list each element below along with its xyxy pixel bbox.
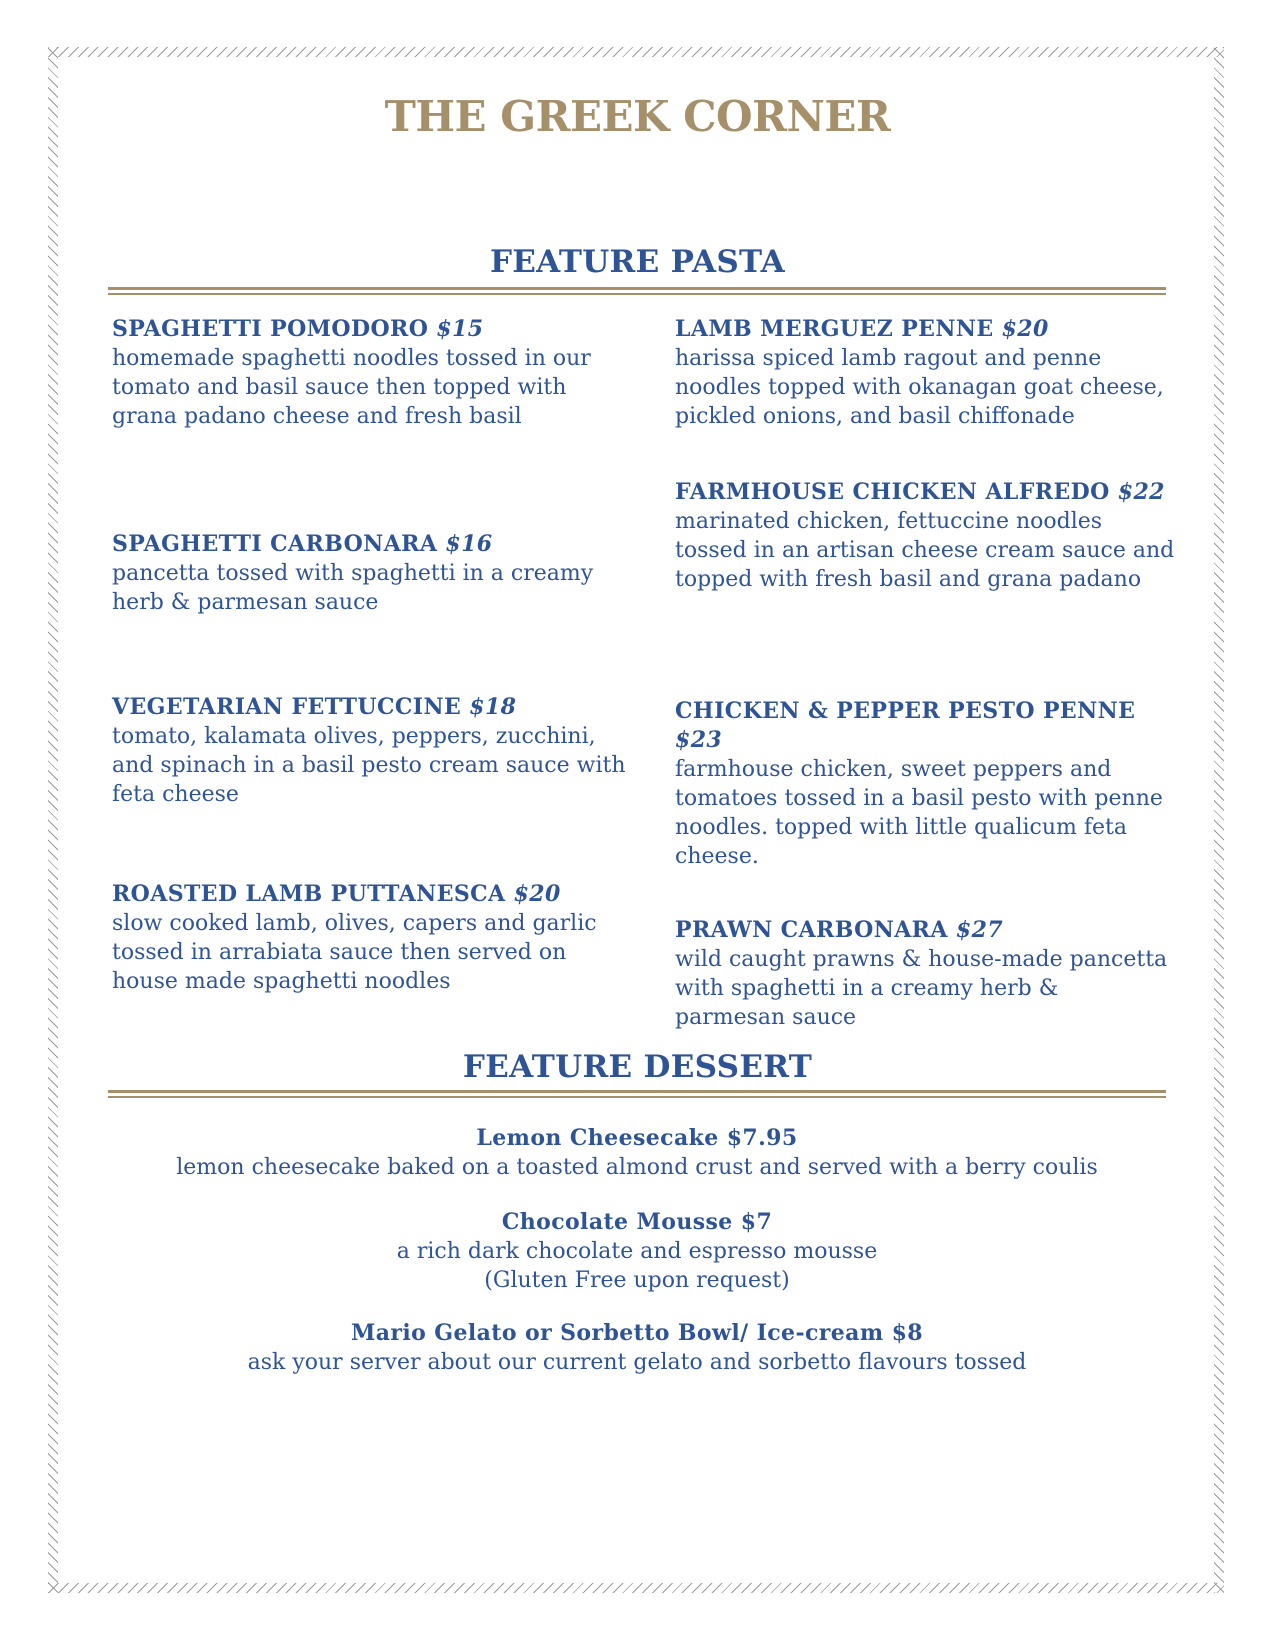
dessert-item [108,1208,1166,1295]
menu-item-description: wild caught prawns & house-made pancetta with spaghetti in a creamy herb & parmesan sauce [675,947,1168,1030]
dessert-item-name: Lemon Cheesecake $7.95 [476,1125,798,1151]
dessert-item-description: lemon cheesecake baked on a toasted almond crust and served with a berry coulis [176,1155,1098,1180]
menu-item-price: $18 [469,694,517,720]
dessert-item [108,1319,1166,1377]
pasta-section-heading: FEATURE PASTA [489,244,786,280]
menu-item-name: FARMHOUSE CHICKEN ALFREDO $22 [675,479,1165,505]
menu-item-name: VEGETARIAN FETTUCCINE $18 [112,694,517,720]
dessert-item [108,1124,1166,1182]
dessert-item-price: $7.95 [726,1125,798,1151]
menu-item-price: $20 [1001,316,1049,342]
menu-item-price: $27 [955,917,1004,943]
menu-item-description: pancetta tossed with spaghetti in a creamy herb & parmesan sauce [112,561,594,615]
dessert-section-rule [108,1090,1166,1098]
menu-item-price: $16 [445,531,493,557]
page-border-bottom [48,1583,1224,1593]
dessert-item-description: ask your server about our current gelato and sorbetto flavours tossed [247,1350,1027,1375]
dessert-item-description: a rich dark chocolate and espresso mousse [396,1239,878,1264]
dessert-item-price: $7 [740,1209,773,1235]
menu-item-price: $22 [1117,479,1165,505]
menu-item-description: marinated chicken, fettuccine noodles tossed in an artisan cheese cream sauce and topped with fresh basil and grana padano [675,509,1175,592]
menu-item [675,916,1175,1032]
menu-item-description: tomato, kalamata olives, peppers, zucchini, and spinach in a basil pesto cream sauce with feta cheese [112,724,626,807]
pasta-section-rule [108,287,1166,295]
menu-item-name: ROASTED LAMB PUTTANESCA $20 [112,881,561,907]
dessert-item-note: (Gluten Free upon request) [484,1268,790,1293]
menu-item-description: slow cooked lamb, olives, capers and garlic tossed in arrabiata sauce then served on house made spaghetti noodles [112,911,597,994]
menu-item [112,530,632,617]
menu-item [675,315,1175,431]
menu-item-name: LAMB MERGUEZ PENNE $20 [675,316,1049,342]
menu-item [675,478,1175,594]
menu-item-name: SPAGHETTI CARBONARA $16 [112,531,493,557]
page-border-top [48,47,1224,57]
dessert-section-heading: FEATURE DESSERT [462,1049,813,1085]
menu-item-name: PRAWN CARBONARA $27 [675,917,1004,943]
menu-item-name: CHICKEN & PEPPER PESTO PENNE $23 [675,698,1136,753]
menu-item-description: harissa spiced lamb ragout and penne noodles topped with okanagan goat cheese, pickled onions, and basil chiffonade [675,346,1164,429]
menu-item-price: $20 [513,881,561,907]
menu-item-price: $15 [436,316,484,342]
menu-item-name: SPAGHETTI POMODORO $15 [112,316,484,342]
dessert-item-price: $8 [891,1320,923,1346]
menu-item-price: $23 [675,727,723,753]
dessert-item-name: Mario Gelato or Sorbetto Bowl/ Ice-cream $8 [351,1320,923,1346]
menu-item [112,315,632,431]
menu-item [112,880,632,996]
menu-item-description: homemade spaghetti noodles tossed in our tomato and basil sauce then topped with grana padano cheese and fresh basil [112,346,591,429]
menu-item [112,693,632,809]
restaurant-title: THE GREEK CORNER [384,92,891,141]
menu-item [675,697,1175,871]
menu-item-description: farmhouse chicken, sweet peppers and tomatoes tossed in a basil pesto with penne noodles. topped with little qualicum feta cheese. [675,757,1163,869]
dessert-item-name: Chocolate Mousse $7 [501,1209,773,1235]
